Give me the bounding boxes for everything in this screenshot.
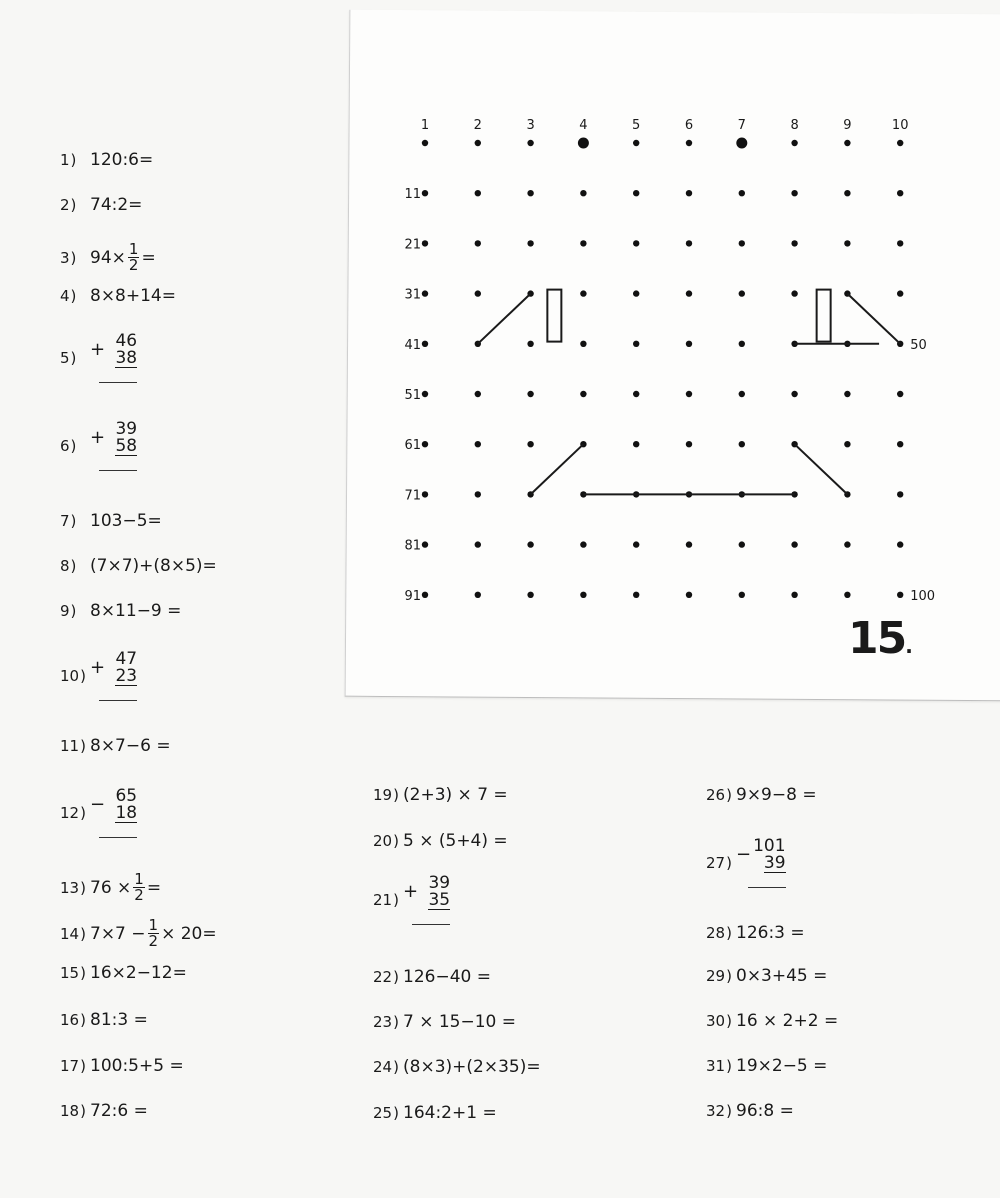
grid-dot	[686, 140, 692, 146]
exercise-number: 7 )	[60, 512, 90, 530]
grid-dot	[527, 391, 533, 397]
grid-dot	[791, 190, 797, 196]
column-number-label: 9	[843, 118, 852, 133]
grid-dot	[791, 290, 797, 296]
fraction-denominator: 2	[128, 256, 139, 274]
grid-dot	[791, 140, 797, 146]
exercise-expression: (7×7)+(8×5)=	[90, 556, 217, 576]
fraction-numerator: 1	[134, 870, 144, 888]
grid-dot	[844, 541, 850, 547]
expression-prefix: 76 ×	[90, 877, 132, 898]
exercise-30	[706, 1011, 838, 1031]
exercise-15	[60, 963, 187, 983]
grid-dot	[844, 240, 850, 246]
grid-dot	[844, 441, 850, 447]
grid-dot	[475, 290, 481, 296]
column-problem	[90, 333, 137, 383]
exercise-expression: 72:6 =	[90, 1101, 148, 1121]
fraction-numerator: 1	[148, 916, 159, 934]
column-number-label: 3	[526, 118, 535, 133]
exercise-number: 25 )	[373, 1104, 403, 1122]
exercise-17	[60, 1056, 184, 1076]
drawn-line-segment	[531, 444, 584, 494]
exercise-1	[60, 150, 153, 170]
exercise-expression: 120:6=	[90, 150, 154, 170]
expression-suffix: × 20=	[161, 923, 217, 944]
grid-dot	[580, 290, 586, 296]
fraction	[148, 918, 160, 949]
exercise-8	[60, 556, 217, 576]
grid-dot	[578, 138, 589, 149]
operation-sign: +	[90, 657, 106, 678]
bottom-number: 58	[115, 436, 138, 456]
answer-line	[99, 823, 137, 838]
exercise-number: 19 )	[373, 786, 403, 804]
grid-dot	[633, 240, 639, 246]
exercise-number: 27 )	[706, 854, 736, 872]
expression-prefix: 7×7 −	[90, 923, 146, 944]
drawn-line-segment	[478, 294, 531, 344]
grid-dot	[739, 190, 745, 196]
exercise-number: 3 )	[60, 249, 90, 267]
grid-dot	[633, 190, 639, 196]
column-problem	[90, 788, 137, 838]
column-number-label: 10	[891, 118, 909, 133]
grid-dot	[897, 441, 903, 447]
operation-sign: +	[403, 881, 419, 902]
exercise-expression: 96:8 =	[736, 1101, 794, 1121]
grid-dot	[633, 441, 639, 447]
top-number: 65	[115, 786, 138, 806]
exercise-26	[706, 785, 817, 805]
row-start-label: 21	[404, 237, 421, 253]
column-problem	[90, 421, 137, 471]
exercise-number: 17 )	[60, 1057, 90, 1075]
grid-dot	[422, 190, 428, 196]
row-end-label: 50	[910, 337, 927, 353]
exercise-5	[60, 333, 137, 383]
drawn-rectangle	[817, 290, 831, 342]
grid-dot	[844, 592, 850, 598]
exercise-4	[60, 286, 176, 306]
grid-dot	[527, 341, 533, 347]
row-end-label: 100	[910, 588, 936, 604]
grid-dot	[897, 240, 903, 246]
grid-dot	[475, 592, 481, 598]
grid-dot	[422, 592, 428, 598]
worksheet-number: 15.	[848, 613, 911, 664]
exercise-number: 4 )	[60, 287, 90, 305]
grid-dot	[475, 541, 481, 547]
exercise-28	[706, 923, 805, 943]
grid-dot	[527, 541, 533, 547]
exercise-number: 15 )	[60, 964, 90, 982]
grid-dot	[422, 541, 428, 547]
grid-dot	[736, 138, 747, 149]
grid-dot	[422, 290, 428, 296]
grid-dot	[527, 240, 533, 246]
exercise-number: 30 )	[706, 1012, 736, 1030]
grid-dot	[580, 541, 586, 547]
exercise-14	[60, 918, 217, 949]
grid-dot	[791, 391, 797, 397]
column-number-label: 6	[684, 118, 694, 133]
exercise-expression: 100:5+5 =	[90, 1056, 184, 1076]
exercise-expression: 16 × 2+2 =	[736, 1011, 839, 1031]
exercise-expression: 7 × 15−10 =	[403, 1012, 517, 1032]
exercise-12	[60, 788, 137, 838]
bottom-number: 38	[115, 348, 138, 368]
grid-dot	[633, 341, 639, 347]
exercise-number: 14 )	[60, 925, 90, 943]
exercise-16	[60, 1010, 148, 1030]
top-number: 101	[753, 836, 786, 856]
column-problem	[736, 838, 786, 888]
exercise-31	[706, 1056, 827, 1076]
exercise-18	[60, 1101, 148, 1121]
answer-line	[748, 873, 786, 888]
exercise-20	[373, 831, 508, 851]
grid-dot	[844, 391, 850, 397]
column-number-label: 7	[737, 118, 746, 133]
grid-dot	[739, 290, 745, 296]
grid-dot	[686, 341, 692, 347]
grid-dot	[633, 391, 639, 397]
exercise-number: 5 )	[60, 349, 90, 367]
exercise-number: 11 )	[60, 737, 90, 755]
exercise-expression: 16×2−12=	[90, 963, 187, 983]
grid-dot	[897, 541, 903, 547]
grid-dot	[580, 240, 586, 246]
row-start-label: 31	[404, 287, 421, 303]
fraction-numerator: 1	[128, 240, 139, 258]
grid-dot	[686, 592, 692, 598]
exercise-expression: 103−5=	[90, 511, 162, 531]
grid-dot	[527, 592, 533, 598]
row-start-label: 41	[404, 337, 421, 353]
fraction	[128, 242, 140, 273]
row-start-label: 61	[404, 438, 421, 454]
exercise-2	[60, 195, 142, 215]
exercise-expression: 9×9−8 =	[736, 785, 817, 805]
drawn-rectangle	[547, 290, 561, 342]
grid-dot	[633, 592, 639, 598]
exercise-22	[373, 967, 491, 987]
exercise-expression: 0×3+45 =	[736, 966, 828, 986]
exercise-expression: (2+3) × 7 =	[403, 785, 508, 805]
grid-dot	[422, 341, 428, 347]
exercise-number: 16 )	[60, 1011, 90, 1029]
grid-dot	[686, 190, 692, 196]
bottom-number: 35	[428, 890, 451, 910]
answer-line	[99, 456, 137, 471]
grid-dot	[475, 491, 481, 497]
grid-dot	[580, 341, 586, 347]
exercise-number: 8 )	[60, 557, 90, 575]
grid-dot	[897, 592, 903, 598]
drawn-line-segment	[795, 444, 848, 494]
exercise-expression: 74:2=	[90, 195, 143, 215]
exercise-expression: (8×3)+(2×35)=	[403, 1057, 541, 1077]
grid-dot	[739, 391, 745, 397]
exercise-expression: 164:2+1 =	[403, 1103, 497, 1123]
fraction-denominator: 2	[134, 886, 144, 904]
top-number: 47	[115, 649, 138, 669]
exercise-10	[60, 651, 137, 701]
grid-dot	[475, 240, 481, 246]
top-number: 39	[115, 419, 138, 439]
grid-dot	[633, 140, 639, 146]
grid-dot	[475, 441, 481, 447]
column-problem	[403, 875, 450, 925]
grid-dot	[791, 541, 797, 547]
exercise-number: 23 )	[373, 1013, 403, 1031]
exercise-3	[60, 242, 156, 273]
fraction	[133, 872, 145, 903]
exercise-expression: 8×7−6 =	[90, 736, 171, 756]
grid-dot	[475, 190, 481, 196]
exercise-19	[373, 785, 508, 805]
exercise-32	[706, 1101, 794, 1121]
column-number-label: 1	[420, 118, 430, 133]
exercise-11	[60, 736, 171, 756]
exercise-expression: 81:3 =	[90, 1010, 148, 1030]
exercise-24	[373, 1057, 541, 1077]
grid-dot	[739, 541, 745, 547]
grid-dot	[633, 290, 639, 296]
exercise-expression: 126−40 =	[403, 967, 491, 987]
column-number-label: 2	[473, 118, 482, 133]
exercise-9	[60, 601, 181, 621]
expression-prefix: 94×	[90, 247, 126, 268]
exercise-number: 18 )	[60, 1102, 90, 1120]
grid-dot	[580, 391, 586, 397]
grid-dot	[422, 441, 428, 447]
grid-dot	[422, 240, 428, 246]
grid-dot	[791, 240, 797, 246]
bottom-number: 39	[763, 853, 786, 873]
row-start-label: 51	[404, 388, 421, 403]
column-number-label: 5	[632, 118, 641, 133]
exercise-number: 13 )	[60, 879, 90, 897]
fraction-denominator: 2	[148, 932, 159, 950]
grid-dot	[580, 592, 586, 598]
grid-dot	[897, 391, 903, 397]
grid-dot	[527, 441, 533, 447]
grid-dot	[791, 592, 797, 598]
bottom-number: 23	[115, 666, 138, 686]
grid-dot	[422, 140, 428, 146]
exercise-number: 22 )	[373, 968, 403, 986]
exercise-27	[706, 838, 786, 888]
column-number-label: 8	[790, 118, 799, 133]
answer-line	[99, 686, 137, 701]
exercise-number: 26 )	[706, 786, 736, 804]
grid-dot	[739, 240, 745, 246]
exercise-number: 9 )	[60, 602, 90, 620]
exercise-number: 10 )	[60, 667, 90, 685]
grid-dot	[844, 140, 850, 146]
row-start-label: 91	[404, 588, 421, 604]
exercise-number: 20 )	[373, 832, 403, 850]
answer-line	[99, 368, 137, 383]
row-start-label: 71	[404, 488, 421, 504]
exercise-expression: 8×11−9 =	[90, 601, 182, 621]
exercise-number: 31 )	[706, 1057, 736, 1075]
grid-dot	[897, 290, 903, 296]
exercise-number: 12 )	[60, 804, 90, 822]
grid-dot	[686, 290, 692, 296]
grid-dot	[897, 491, 903, 497]
grid-dot	[633, 541, 639, 547]
grid-dot	[686, 391, 692, 397]
exercise-13	[60, 872, 161, 903]
grid-dot	[897, 140, 903, 146]
column-problem	[90, 651, 137, 701]
exercise-expression: 19×2−5 =	[736, 1056, 828, 1076]
operation-sign: +	[90, 339, 106, 360]
grid-dot	[580, 190, 586, 196]
operation-sign: +	[90, 427, 106, 448]
expression-suffix: =	[146, 877, 162, 898]
top-number: 46	[115, 331, 138, 351]
grid-dot	[686, 240, 692, 246]
exercise-23	[373, 1012, 516, 1032]
grid-dot	[475, 391, 481, 397]
operation-sign: −	[736, 844, 752, 865]
grid-dot	[739, 592, 745, 598]
bottom-number: 18	[115, 803, 138, 823]
exercise-number: 1 )	[60, 151, 90, 169]
row-start-label: 11	[404, 187, 421, 203]
exercise-21	[373, 875, 450, 925]
grid-dot	[739, 341, 745, 347]
exercise-expression: 8×8+14=	[90, 286, 176, 306]
grid-dot	[475, 140, 481, 146]
grid-dot	[844, 190, 850, 196]
grid-dot	[739, 441, 745, 447]
grid-dot	[897, 190, 903, 196]
exercise-expression: 126:3 =	[736, 923, 805, 943]
exercise-number: 2 )	[60, 196, 90, 214]
operation-sign: −	[90, 794, 106, 815]
drawn-line-segment	[847, 294, 900, 344]
exercise-number: 32 )	[706, 1102, 736, 1120]
exercise-7	[60, 511, 162, 531]
exercise-25	[373, 1103, 497, 1123]
answer-line	[412, 910, 450, 925]
grid-dot	[686, 441, 692, 447]
expression-suffix: =	[141, 247, 156, 268]
grid-dot	[422, 391, 428, 397]
exercise-number: 21 )	[373, 891, 403, 909]
exercise-6	[60, 421, 137, 471]
grid-dot	[527, 140, 533, 146]
column-number-label: 4	[579, 118, 588, 133]
grid-dot	[686, 541, 692, 547]
exercise-expression: 5 × (5+4) =	[403, 831, 508, 851]
row-start-label: 81	[404, 538, 421, 554]
top-number: 39	[428, 873, 451, 893]
exercise-29	[706, 966, 827, 986]
exercise-number: 29 )	[706, 967, 736, 985]
grid-dot	[527, 190, 533, 196]
exercise-number: 24 )	[373, 1058, 403, 1076]
grid-dot	[422, 491, 428, 497]
exercise-number: 28 )	[706, 924, 736, 942]
exercise-number: 6 )	[60, 437, 90, 455]
